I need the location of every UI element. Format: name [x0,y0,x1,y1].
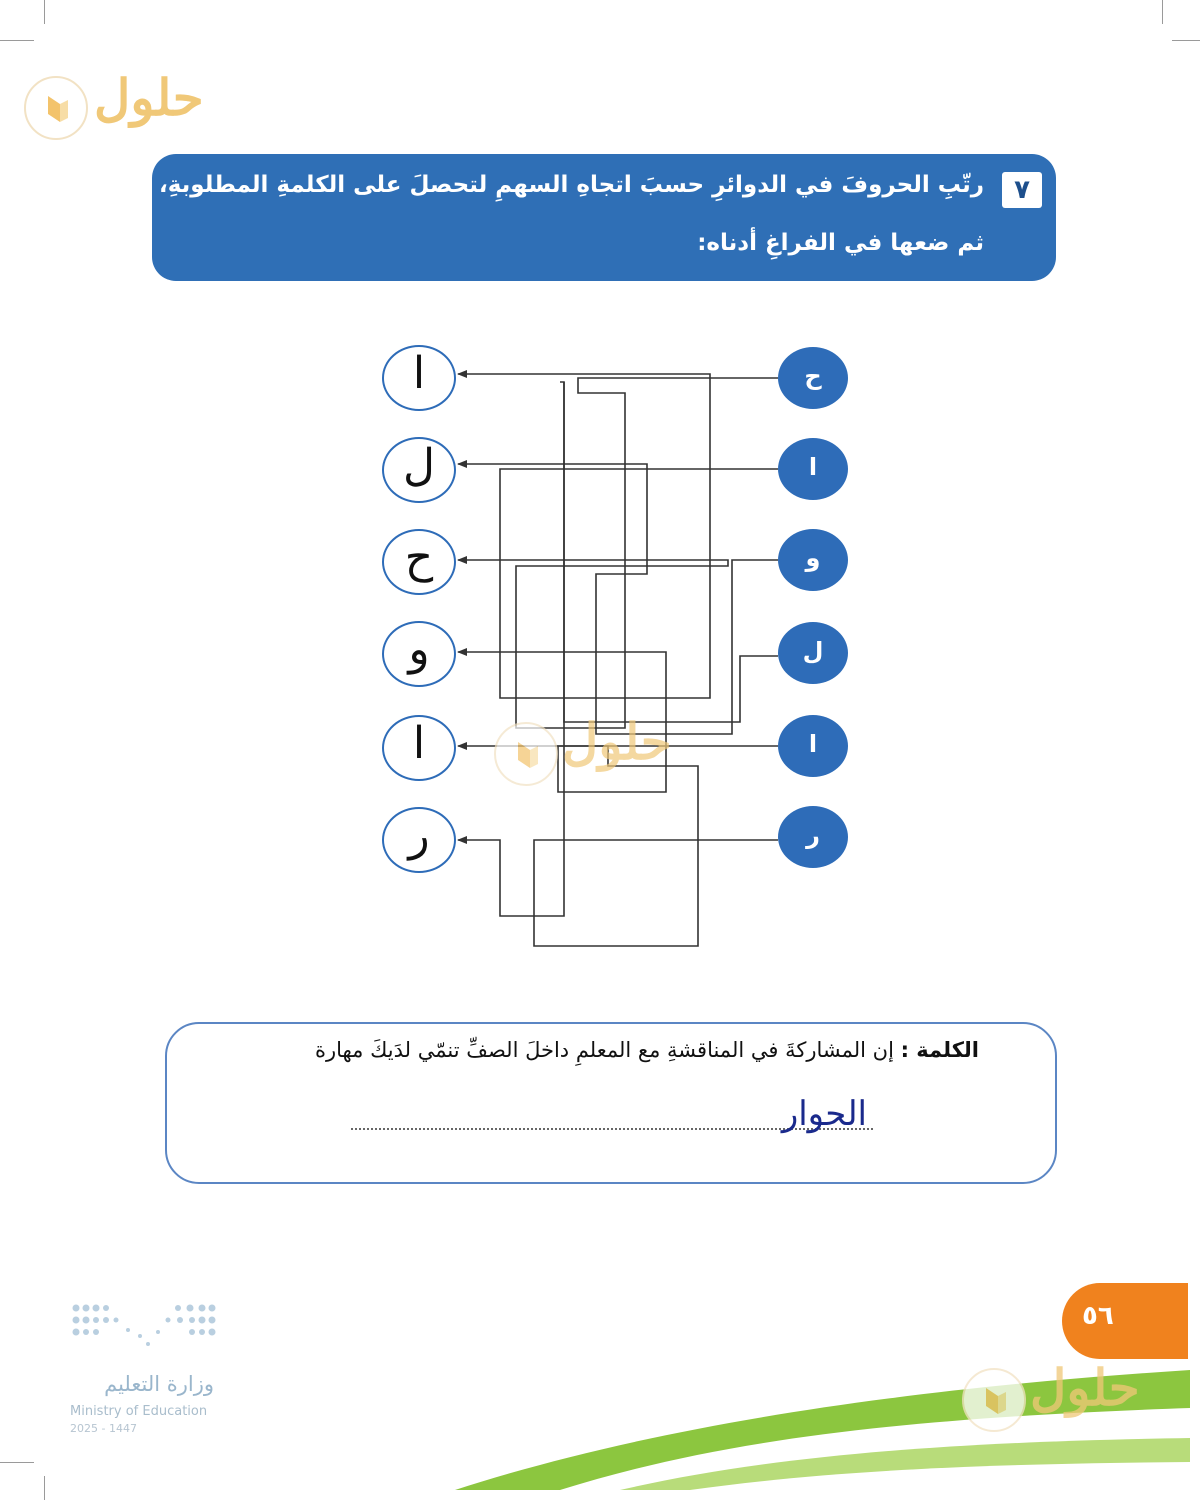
answer-circle[interactable]: ا [382,715,456,781]
answer-circle[interactable]: ل [382,437,456,503]
source-circle: ر [778,806,848,868]
connector-line [458,464,778,734]
book-icon [494,722,558,786]
answer-sentence [315,1038,979,1062]
handwritten-answer: الحوار [781,1094,867,1134]
page-number-tab [1062,1283,1188,1359]
ministry-name-english: Ministry of Education [70,1404,208,1419]
watermark-logo [494,710,704,794]
answer-circle[interactable]: و [382,621,456,687]
question-line-1: رتّبِ الحروفَ في الدوائرِ حسبَ اتجاهِ السهمِ لتحصلَ على الكلمةِ المطلوبةِ، [158,172,984,198]
question-number: ٧ [1002,172,1042,208]
ministry-dots-icon [68,1300,218,1356]
source-circle: ا [778,438,848,500]
connector-line [560,382,778,722]
question-line-2: ثم ضعها في الفراغِ أدناه: [697,230,984,256]
ministry-name-arabic: وزارة التعليم [104,1372,214,1396]
watermark-text: حلول [562,712,672,771]
answer-circle[interactable]: ح [382,529,456,595]
source-circle: و [778,529,848,591]
source-circle: ا [778,715,848,777]
page-number: ٥٦ [1082,1301,1114,1331]
watermark-logo [962,1356,1172,1440]
sentence-text: إن المشاركةَ في المناقشةِ مع المعلمِ داخلَ الصفِّ تنمّي لدَيكَ مهارة [314,1038,894,1062]
connector-line [458,378,778,728]
ministry-logo [68,1300,228,1435]
answer-circle[interactable]: ر [382,807,456,873]
watermark-text: حلول [94,68,204,127]
word-label: الكلمة : [900,1038,979,1062]
ministry-year: 2025 - 1447 [70,1422,137,1435]
answer-circle[interactable]: ا [382,345,456,411]
source-circle: ح [778,347,848,409]
answer-box [165,1022,1057,1184]
watermark-text: حلول [1030,1358,1140,1417]
source-circle: ل [778,622,848,684]
connector-line [458,374,778,698]
book-icon [962,1368,1026,1432]
connector-line [458,382,564,916]
